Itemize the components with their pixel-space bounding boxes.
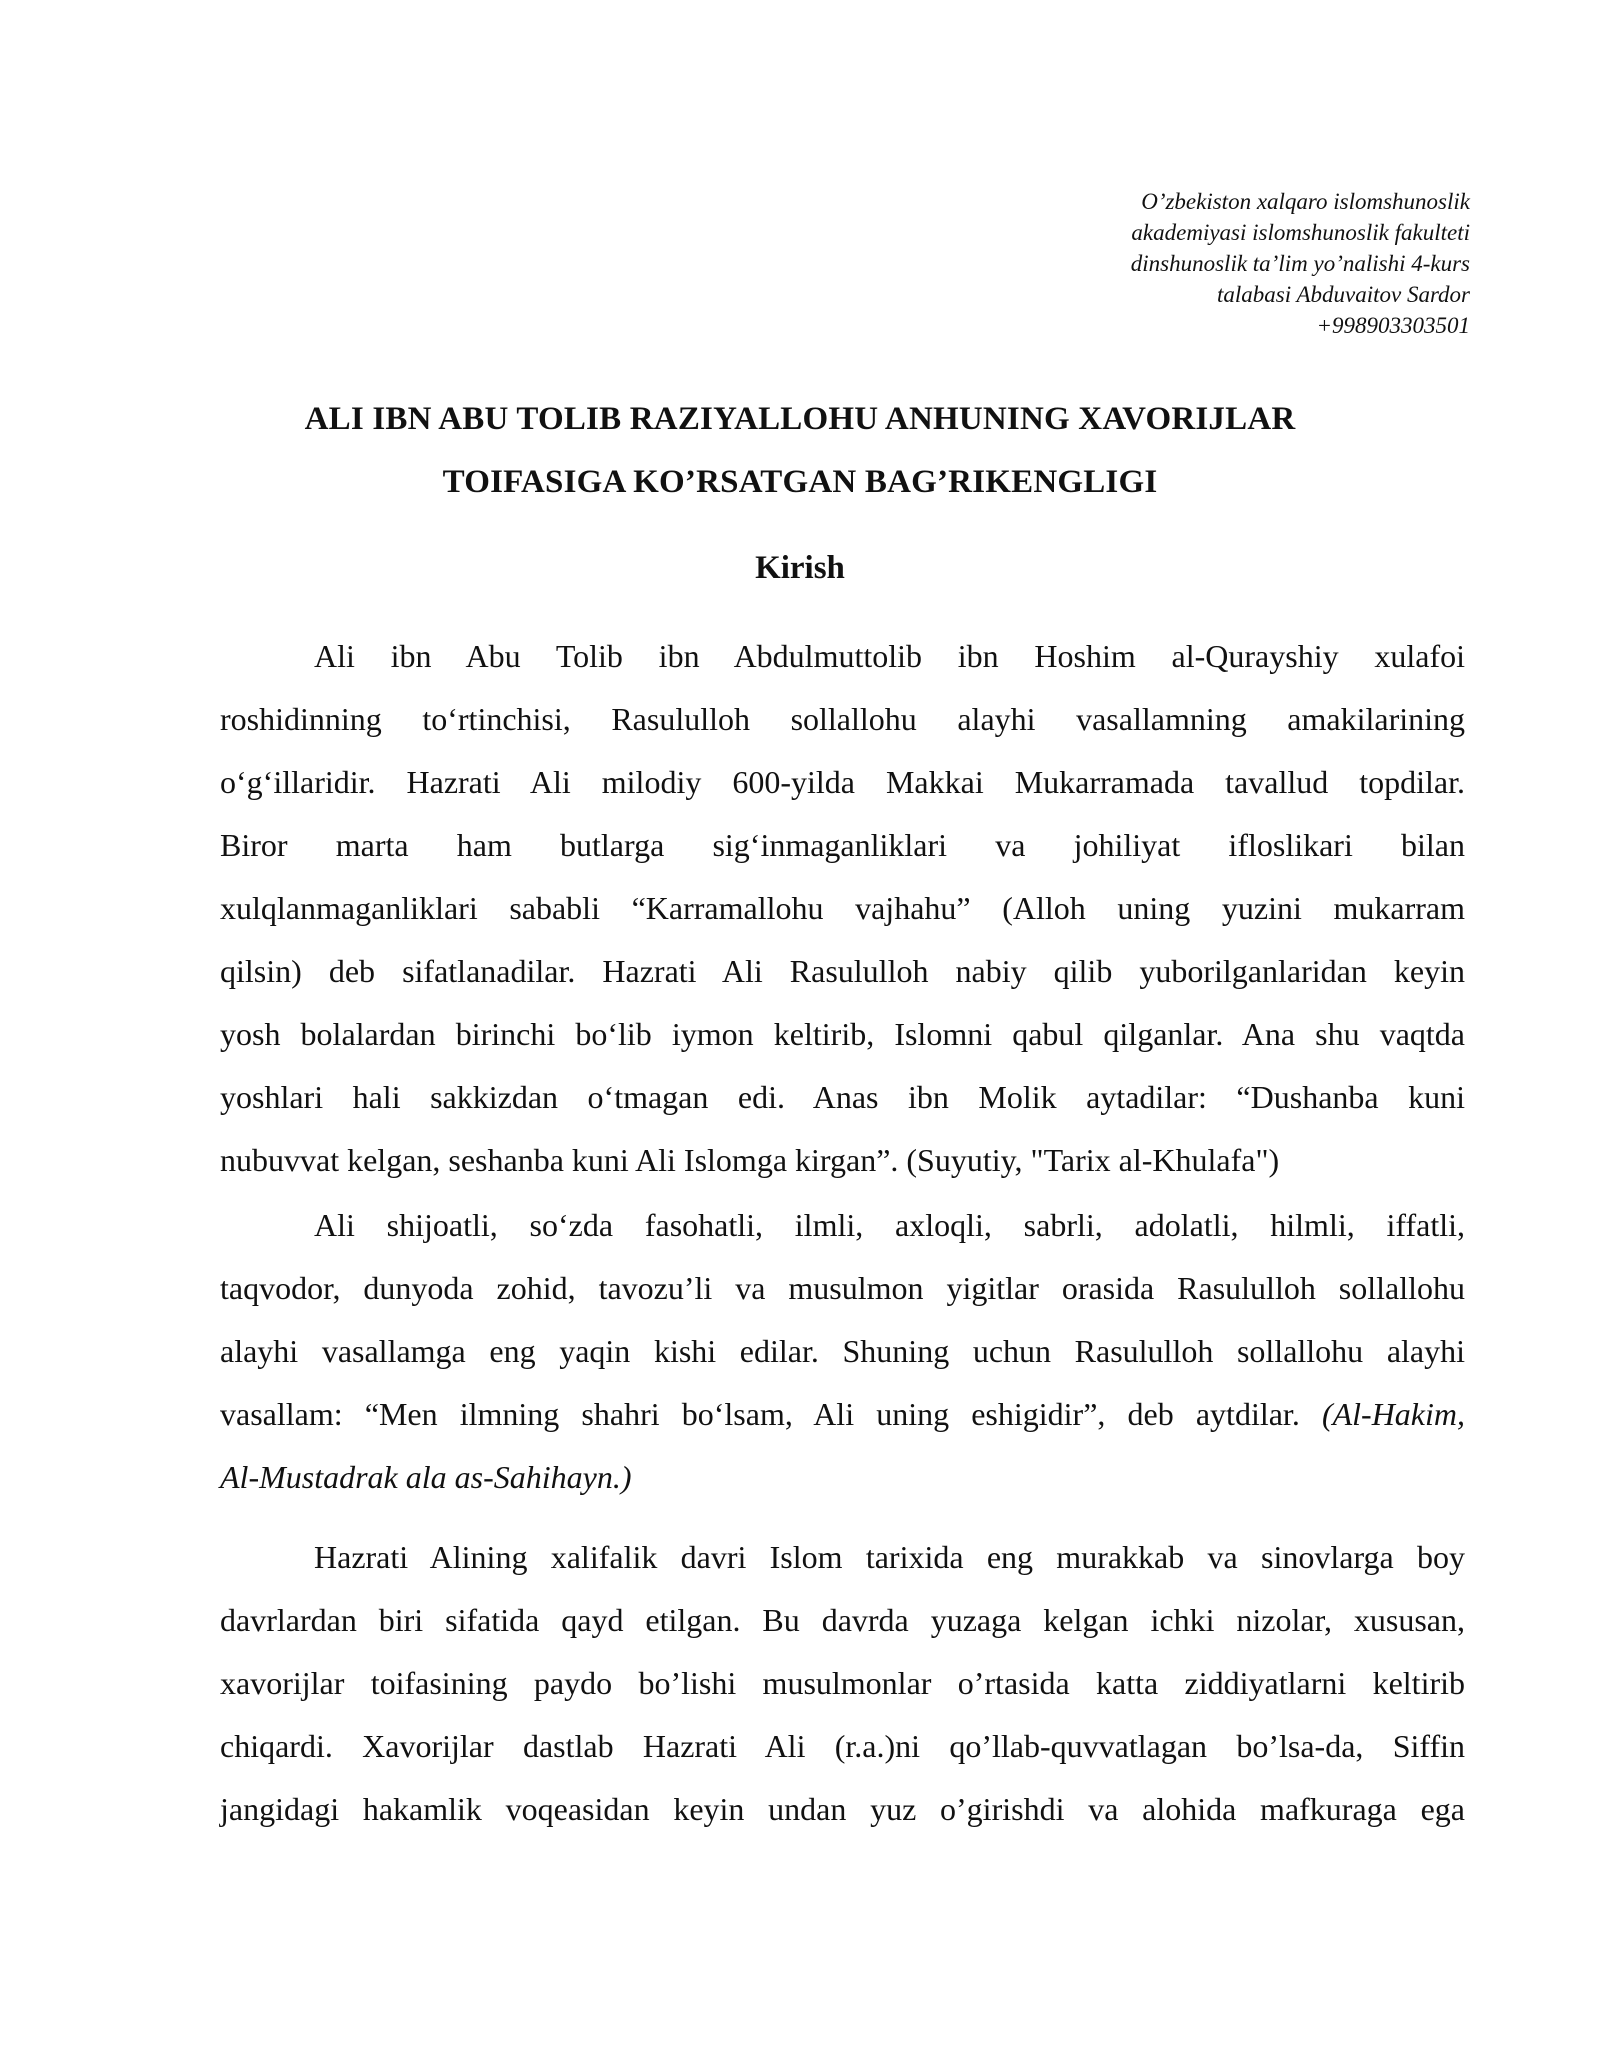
author-line: akademiyasi islomshunoslik fakulteti: [1131, 220, 1470, 245]
text-line: nubuvvat kelgan, seshanba kuni Ali Islomga kirgan”. (Suyutiy, "Tarix al-Khulafa"): [220, 1142, 1280, 1178]
text-line: alayhi vasallamga eng yaqin kishi edilar. Shuning uchun Rasululloh sollallohu alayhi: [220, 1333, 1465, 1369]
text-line: xavorijlar toifasining paydo bo’lishi musulmonlar o’rtasida katta ziddiyatlarni keltirib: [220, 1665, 1465, 1701]
section-heading: Kirish: [755, 550, 845, 586]
paragraph-3: [220, 1526, 1465, 1841]
text-line: davrlardan biri sifatida qayd etilgan. Bu davrda yuzaga kelgan ichki nizolar, xususan,: [220, 1602, 1465, 1638]
text-line: qilsin) deb sifatlanadilar. Hazrati Ali Rasululloh nabiy qilib yuborilganlaridan keyin: [220, 953, 1465, 989]
document-title: [0, 388, 1600, 514]
text-line: Hazrati Alining xalifalik davri Islom tarixida eng murakkab va sinovlarga boy: [314, 1539, 1465, 1575]
text-line: chiqardi. Xavorijlar dastlab Hazrati Ali (r.a.)ni qo’llab-quvvatlagan bo’lsa-da, Siffin: [220, 1728, 1465, 1764]
text-line: yosh bolalardan birinchi bo‘lib iymon keltirib, Islomni qabul qilganlar. Ana shu vaqtda: [220, 1016, 1465, 1052]
paragraph-2: [220, 1194, 1465, 1509]
author-info: [770, 186, 1470, 341]
text-line: taqvodor, dunyoda zohid, tavozu’li va musulmon yigitlar orasida Rasululloh sollallohu: [220, 1270, 1465, 1306]
text-line: Ali shijoatli, so‘zda fasohatli, ilmli, axloqli, sabrli, adolatli, hilmli, iffatli,: [314, 1207, 1465, 1243]
title-line-2: TOIFASIGA KO’RSATGAN BAG’RIKENGLIGI: [442, 464, 1158, 500]
text-line: yoshlari hali sakkizdan o‘tmagan edi. Anas ibn Molik aytadilar: “Dushanba kuni: [220, 1079, 1465, 1115]
paragraph-1: [220, 625, 1465, 1192]
text-line: jangidagi hakamlik voqeasidan keyin undan yuz o’girishdi va alohida mafkuraga ega: [220, 1791, 1465, 1827]
author-line: O’zbekiston xalqaro islomshunoslik: [1141, 189, 1470, 214]
author-line: talabasi Abduvaitov Sardor: [1217, 282, 1470, 307]
text-line: xulqlanmaganliklari sababli “Karramallohu vajhahu” (Alloh uning yuzini mukarram: [220, 890, 1465, 926]
text-line: Ali ibn Abu Tolib ibn Abdulmuttolib ibn Hoshim al-Qurayshiy xulafoi: [314, 638, 1465, 674]
citation: Al-Mustadrak ala as-Sahihayn.): [220, 1459, 632, 1495]
citation: (Al-Hakim,: [1321, 1396, 1465, 1432]
text-line: roshidinning to‘rtinchisi, Rasululloh sollallohu alayhi vasallamning amakilarining: [220, 701, 1465, 737]
text-line: Biror marta ham butlarga sig‘inmaganliklari va johiliyat ifloslikari bilan: [220, 827, 1465, 863]
text-line: o‘g‘illaridir. Hazrati Ali milodiy 600-yilda Makkai Mukarramada tavallud topdilar.: [220, 764, 1465, 800]
title-line-1: ALI IBN ABU TOLIB RAZIYALLOHU ANHUNING XAVORIJLAR: [304, 401, 1296, 437]
text-line: [220, 1383, 1465, 1446]
author-phone: +998903303501: [1316, 313, 1470, 338]
text-span: vasallam: “Men ilmning shahri bo‘lsam, Ali uning eshigidir”, deb aytdilar.: [220, 1396, 1322, 1432]
author-line: dinshunoslik ta’lim yo’nalishi 4-kurs: [1130, 251, 1470, 276]
